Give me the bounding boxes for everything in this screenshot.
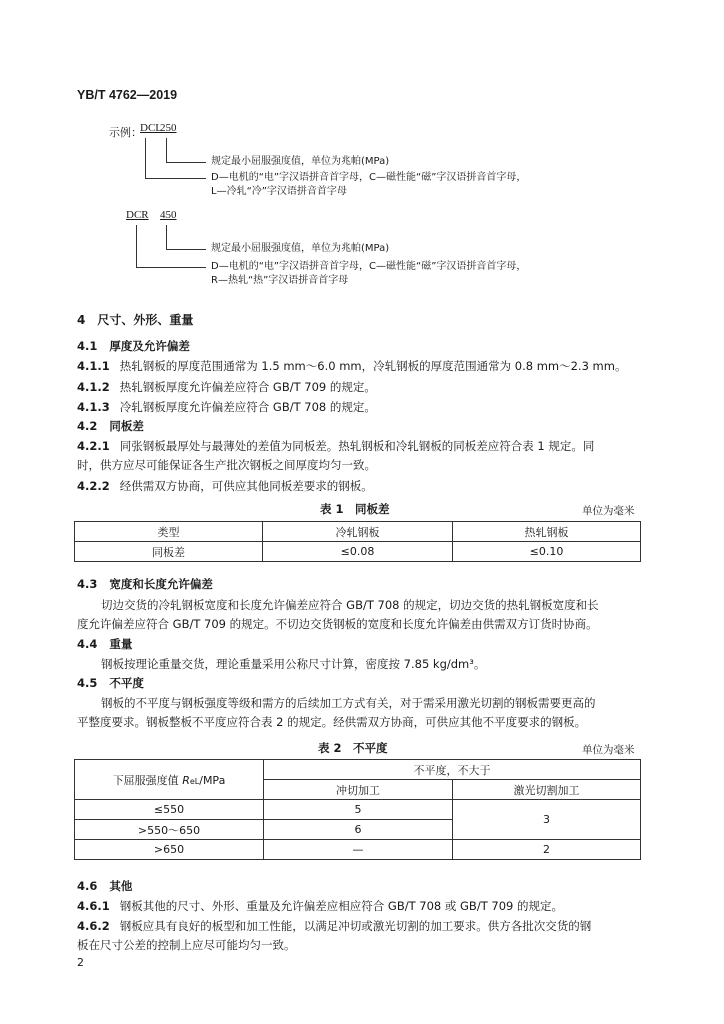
table-cell: 3 (453, 800, 641, 840)
clause-text: 钢板应具有良好的板型和加工性能，以满足冲切或激光切割的加工要求。供方各批次交货的钢 (119, 919, 592, 933)
example-dcr-code: DCR (126, 209, 149, 221)
clause-text: 时，供方应尽可能保证各生产批次钢板之间厚度均匀一致。 (77, 458, 376, 472)
example-dcr-desc2: D—电机的“电”字汉语拼音首字母，C—磁性能“磁”字汉语拼音首字母， (211, 261, 527, 272)
connector-line (166, 138, 167, 162)
table-header-cell: 冲切加工 (264, 780, 453, 800)
section-title: 重量 (109, 637, 133, 651)
clause-4-1-3 (77, 398, 647, 417)
table-header-cell: 下屈服强度值 ReL/MPa (75, 760, 264, 800)
section-title: 尺寸、外形、重量 (97, 313, 194, 327)
clause-text: 热轧钢板厚度允许偏差应符合 GB/T 709 的规定。 (119, 380, 376, 394)
standard-code: YB/T 4762—2019 (77, 88, 178, 102)
clause-text: 板在尺寸公差的控制上应尽可能均匀一致。 (77, 938, 296, 952)
example-dcl-number: 250 (160, 122, 177, 134)
table-2-unit: 单位为毫米 (582, 744, 635, 756)
example-dcl-desc3: L—冷轧“冷”字汉语拼音首字母 (211, 186, 347, 197)
clause-text: 同张钢板最厚处与最薄处的差值为同板差。热轧钢板和冷轧钢板的同板差应符合表 1 规定。同 (119, 439, 595, 453)
table-2-caption: 表 2 不平度 (318, 741, 388, 755)
section-4-5-text (77, 694, 647, 732)
table-cell: ≤0.10 (453, 542, 641, 562)
section-4-5-heading (77, 675, 144, 691)
paragraph-line: 切边交货的冷轧钢板宽度和长度允许偏差应符合 GB/T 708 的规定，切边交货的热轧钢板宽度和长 (101, 598, 599, 612)
section-number: 4.6 (77, 879, 98, 893)
example-dcl-desc2: D—电机的“电”字汉语拼音首字母，C—磁性能“磁”字汉语拼音首字母， (211, 172, 527, 183)
connector-line (166, 225, 167, 249)
table-header-row (75, 522, 641, 542)
section-4-heading (77, 311, 193, 328)
clause-number: 4.1.3 (77, 400, 110, 414)
example-dcr-number: 450 (160, 209, 177, 221)
clause-4-2-1 (77, 437, 647, 475)
section-number: 4.2 (77, 419, 98, 433)
clause-number: 4.6.1 (77, 899, 110, 913)
connector-line (145, 138, 146, 178)
clause-number: 4.2.2 (77, 479, 110, 493)
table-row (75, 840, 641, 860)
clause-number: 4.6.2 (77, 919, 110, 933)
section-4-6-heading (77, 878, 132, 894)
table-cell: 同板差 (75, 542, 263, 562)
connector-line (166, 249, 206, 250)
section-number: 4.4 (77, 637, 98, 651)
example-dcl-desc1: 规定最小屈服强度值，单位为兆帕(MPa) (211, 156, 390, 167)
section-number: 4.3 (77, 577, 98, 591)
table-cell: >550～650 (75, 820, 264, 840)
clause-number: 4.1.1 (77, 359, 110, 373)
paragraph-line: 平整度要求。钢板整板不平度应符合表 2 的规定。经供需双方协商，可供应其他不平度要求的钢板。 (77, 715, 587, 729)
section-title: 宽度和长度允许偏差 (109, 577, 213, 591)
table-row (75, 800, 641, 820)
section-4-2-heading (77, 418, 144, 434)
clause-4-1-2 (77, 378, 647, 397)
table-cell: ≤0.08 (263, 542, 453, 562)
table-group-header: 不平度，不大于 (264, 760, 641, 780)
table-cell: — (264, 840, 453, 860)
table-header-cell: 类型 (75, 522, 263, 542)
section-number: 4.5 (77, 676, 98, 690)
section-4-1-heading (77, 338, 190, 354)
clause-4-6-2 (77, 917, 647, 955)
table-1-unit: 单位为毫米 (582, 505, 635, 517)
paragraph-line: 钢板的不平度与钢板强度等级和需方的后续加工方式有关，对于需采用激光切割的钢板需要更高的 (101, 696, 596, 710)
table-cell: 6 (264, 820, 453, 840)
section-title: 同板差 (109, 419, 144, 433)
clause-number: 4.2.1 (77, 439, 110, 453)
example-dcr-desc1: 规定最小屈服强度值，单位为兆帕(MPa) (211, 243, 390, 254)
example-label: 示例： (109, 126, 142, 139)
table-cell: ≤550 (75, 800, 264, 820)
page-number: 2 (77, 956, 84, 969)
table-1 (74, 521, 641, 562)
connector-line (136, 267, 206, 268)
table-cell: 2 (453, 840, 641, 860)
example-dcl-code: DCL (140, 122, 162, 134)
table-1-caption: 表 1 同板差 (320, 502, 390, 516)
table-header-cell: 冷轧钢板 (263, 522, 453, 542)
section-title: 厚度及允许偏差 (109, 339, 190, 353)
table-header-cell: 热轧钢板 (453, 522, 641, 542)
clause-text: 经供需双方协商，可供应其他同板差要求的钢板。 (119, 479, 373, 493)
section-title: 其他 (109, 879, 133, 893)
clause-number: 4.1.2 (77, 380, 110, 394)
section-number: 4.1 (77, 339, 98, 353)
section-4-4-heading (77, 636, 132, 652)
connector-line (145, 178, 206, 179)
section-title: 不平度 (109, 676, 144, 690)
clause-text: 钢板其他的尺寸、外形、重量及允许偏差应相应符合 GB/T 708 或 GB/T 709 的规定。 (119, 899, 563, 913)
example-dcr-desc3: R—热轧“热”字汉语拼音首字母 (211, 275, 349, 286)
connector-line (166, 162, 206, 163)
clause-text: 冷轧钢板厚度允许偏差应符合 GB/T 708 的规定。 (119, 400, 376, 414)
section-number: 4 (77, 313, 86, 327)
table-2 (74, 759, 641, 860)
table-row (75, 542, 641, 562)
section-4-3-text (77, 596, 647, 634)
section-4-3-heading (77, 576, 213, 592)
clause-4-2-2 (77, 477, 647, 496)
table-header-row (75, 760, 641, 780)
section-4-4-text: 钢板按理论重量交货，理论重量采用公称尺寸计算，密度按 7.85 kg/dm³。 (101, 657, 486, 671)
clause-4-6-1 (77, 897, 647, 916)
clause-4-1-1 (77, 357, 647, 376)
table-header-cell: 激光切割加工 (453, 780, 641, 800)
paragraph-line: 度允许偏差应符合 GB/T 709 的规定。不切边交货钢板的宽度和长度允许偏差由供需双方订货时协商。 (77, 617, 598, 631)
connector-line (136, 225, 137, 267)
clause-text: 热轧钢板的厚度范围通常为 1.5 mm～6.0 mm，冷轧钢板的厚度范围通常为 0.8 mm～2.3 mm。 (119, 359, 627, 373)
table-cell: >650 (75, 840, 264, 860)
table-cell: 5 (264, 800, 453, 820)
